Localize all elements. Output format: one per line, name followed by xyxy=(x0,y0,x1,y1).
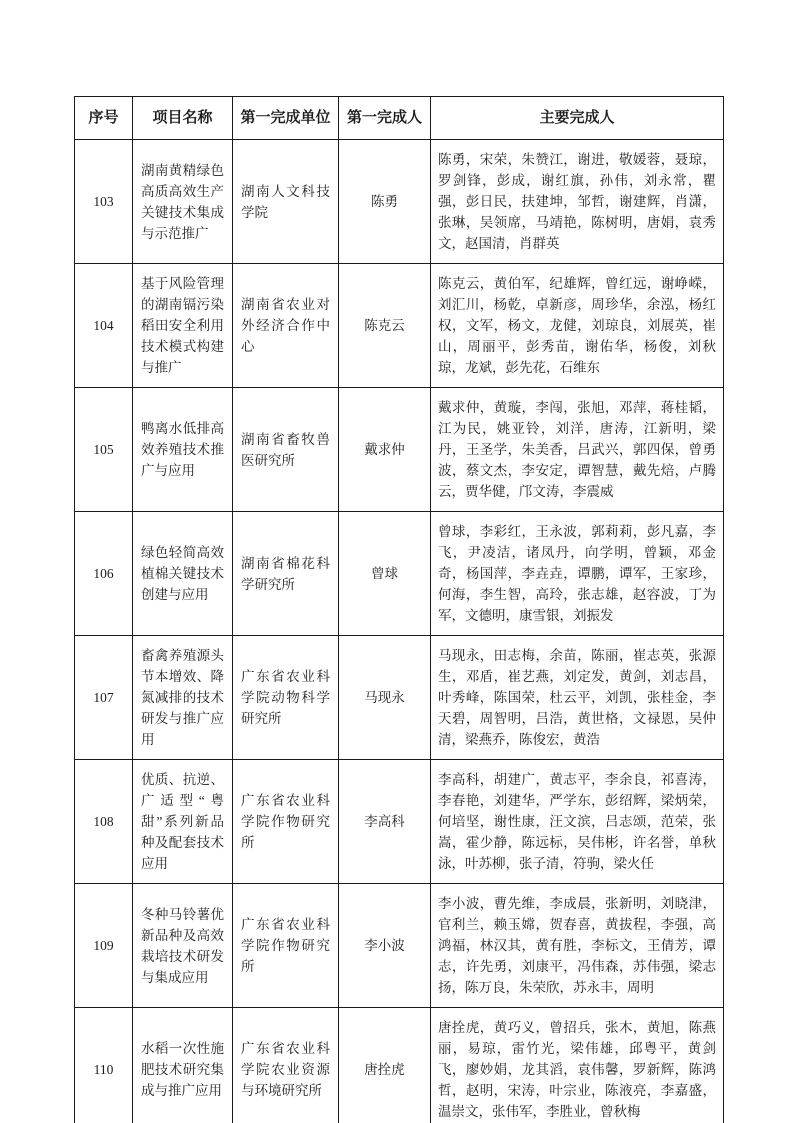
table-row xyxy=(75,140,724,264)
table-row xyxy=(75,1008,724,1123)
cell-first-person: 唐拴虎 xyxy=(339,1008,431,1123)
cell-main-members: 陈克云，黄伯军，纪雄辉，曾红远，谢峥嵘，刘汇川，杨乾，卓新彦，周珍华，余泓，杨红权，文军，杨文，龙健，刘琼良，刘展英，崔山，周丽平，彭秀苗，谢佑华，杨俊，刘秋琼，龙斌，彭先花，石维东 xyxy=(431,264,724,388)
cell-main-members: 李高科，胡建广，黄志平，李余良，祁喜涛，李春艳，刘建华，严学东，彭绍辉，梁炳荣，何培坚，谢性康，汪文滨，吕志颂，范荣，张嵩，霍少静，陈远标，吴伟彬，许名誉，单秋泳，叶苏柳，张子清，符驹，梁火任 xyxy=(431,760,724,884)
cell-project-name: 畜禽养殖源头节本增效、降氮减排的技术研发与推广应用 xyxy=(133,636,233,760)
cell-first-unit: 广东省农业科学院农业资源与环境研究所 xyxy=(233,1008,339,1123)
cell-first-person: 戴求仲 xyxy=(339,388,431,512)
table-header-row xyxy=(75,97,724,140)
cell-main-members: 李小波，曹先维，李成晨，张新明，刘晓津，官利兰，赖玉嫦，贺春喜，黄拔程，李强，高鸿福，林汉其，黄有胜，李标文，王倩芳，谭志，许先勇，刘康平，冯伟森，苏伟强，梁志扬，陈万良，朱荣欣，苏永丰，周明 xyxy=(431,884,724,1008)
cell-serial-number: 104 xyxy=(75,264,133,388)
cell-first-person: 马现永 xyxy=(339,636,431,760)
cell-first-unit: 广东省农业科学院作物研究所 xyxy=(233,760,339,884)
cell-main-members: 马现永，田志梅，余苗，陈丽，崔志英，张源生，邓盾，崔艺燕，刘定发，黄剑，刘志昌，叶秀峰，陈国荣，杜云平，刘凯，张桂金，李天碧，周智明，吕浩，黄世格，文禄恩，吴仲清，梁燕乔，陈俊宏，黄浩 xyxy=(431,636,724,760)
cell-first-person: 陈克云 xyxy=(339,264,431,388)
cell-serial-number: 110 xyxy=(75,1008,133,1123)
cell-serial-number: 109 xyxy=(75,884,133,1008)
cell-project-name: 优质、抗逆、广适型“粤甜”系列新品种及配套技术应用 xyxy=(133,760,233,884)
cell-first-unit: 广东省农业科学院动物科学研究所 xyxy=(233,636,339,760)
cell-serial-number: 108 xyxy=(75,760,133,884)
column-header-unit: 第一完成单位 xyxy=(233,97,339,140)
cell-main-members: 曾球，李彩红，王永波，郭莉莉，彭凡嘉，李飞，尹凌洁，诸凤丹，向学明，曾颖，邓金奇，杨国萍，李垚垚，谭鹏，谭军，王家珍，何海，李生智，高玲，张志雄，赵容波，丁为军，文德明，康雪银，刘振发 xyxy=(431,512,724,636)
cell-serial-number: 105 xyxy=(75,388,133,512)
column-header-members: 主要完成人 xyxy=(431,97,724,140)
cell-project-name: 冬种马铃薯优新品种及高效栽培技术研发与集成应用 xyxy=(133,884,233,1008)
column-header-first-person: 第一完成人 xyxy=(339,97,431,140)
cell-main-members: 戴求仲，黄璇，李闯，张旭，邓萍，蒋桂韬，江为民，姚亚铃，刘洋，唐涛，江新明，梁丹，王圣学，朱美香，吕武兴，郭四保，曾勇波，蔡文杰，李安定，谭智慧，戴先焙，卢腾云，贾华健，邝文涛，李震威 xyxy=(431,388,724,512)
cell-first-unit: 湖南人文科技学院 xyxy=(233,140,339,264)
table-row xyxy=(75,760,724,884)
cell-first-person: 李小波 xyxy=(339,884,431,1008)
cell-main-members: 陈勇，宋荣，朱赞江，谢进，敬媛蓉，聂琼，罗剑锋，彭成，谢红旗，孙伟，刘永常，瞿强，彭日民，扶建坤，邹哲，谢建辉，肖潇，张琳，吴领席，马靖艳，陈树明，唐娟，袁秀文，赵国清，肖群英 xyxy=(431,140,724,264)
table-row xyxy=(75,512,724,636)
column-header-project: 项目名称 xyxy=(133,97,233,140)
cell-project-name: 湖南黄精绿色高质高效生产关键技术集成与示范推广 xyxy=(133,140,233,264)
cell-first-person: 陈勇 xyxy=(339,140,431,264)
cell-first-unit: 湖南省棉花科学研究所 xyxy=(233,512,339,636)
cell-main-members: 唐拴虎，黄巧义，曾招兵，张木，黄旭，陈燕丽，易琼，雷竹光，梁伟雄，邱粤平，黄剑飞，廖妙娟，龙其滔，袁伟馨，罗新辉，陈鸿哲，赵明，宋涛，叶宗业，陈液亮，李嘉盛，温崇文，张伟军，李胜业，曾秋梅 xyxy=(431,1008,724,1123)
cell-project-name: 鸭离水低排高效养殖技术推广与应用 xyxy=(133,388,233,512)
table-row xyxy=(75,388,724,512)
award-projects-table xyxy=(74,96,724,1123)
cell-serial-number: 103 xyxy=(75,140,133,264)
cell-project-name: 水稻一次性施肥技术研究集成与推广应用 xyxy=(133,1008,233,1123)
cell-project-name: 基于风险管理的湖南镉污染稻田安全利用技术模式构建与推广 xyxy=(133,264,233,388)
cell-first-unit: 湖南省畜牧兽医研究所 xyxy=(233,388,339,512)
cell-first-unit: 湖南省农业对外经济合作中心 xyxy=(233,264,339,388)
table-row xyxy=(75,884,724,1008)
table-row xyxy=(75,636,724,760)
cell-serial-number: 106 xyxy=(75,512,133,636)
cell-project-name: 绿色轻简高效植棉关键技术创建与应用 xyxy=(133,512,233,636)
column-header-no: 序号 xyxy=(75,97,133,140)
cell-first-unit: 广东省农业科学院作物研究所 xyxy=(233,884,339,1008)
cell-first-person: 李高科 xyxy=(339,760,431,884)
cell-first-person: 曾球 xyxy=(339,512,431,636)
table-row xyxy=(75,264,724,388)
cell-serial-number: 107 xyxy=(75,636,133,760)
